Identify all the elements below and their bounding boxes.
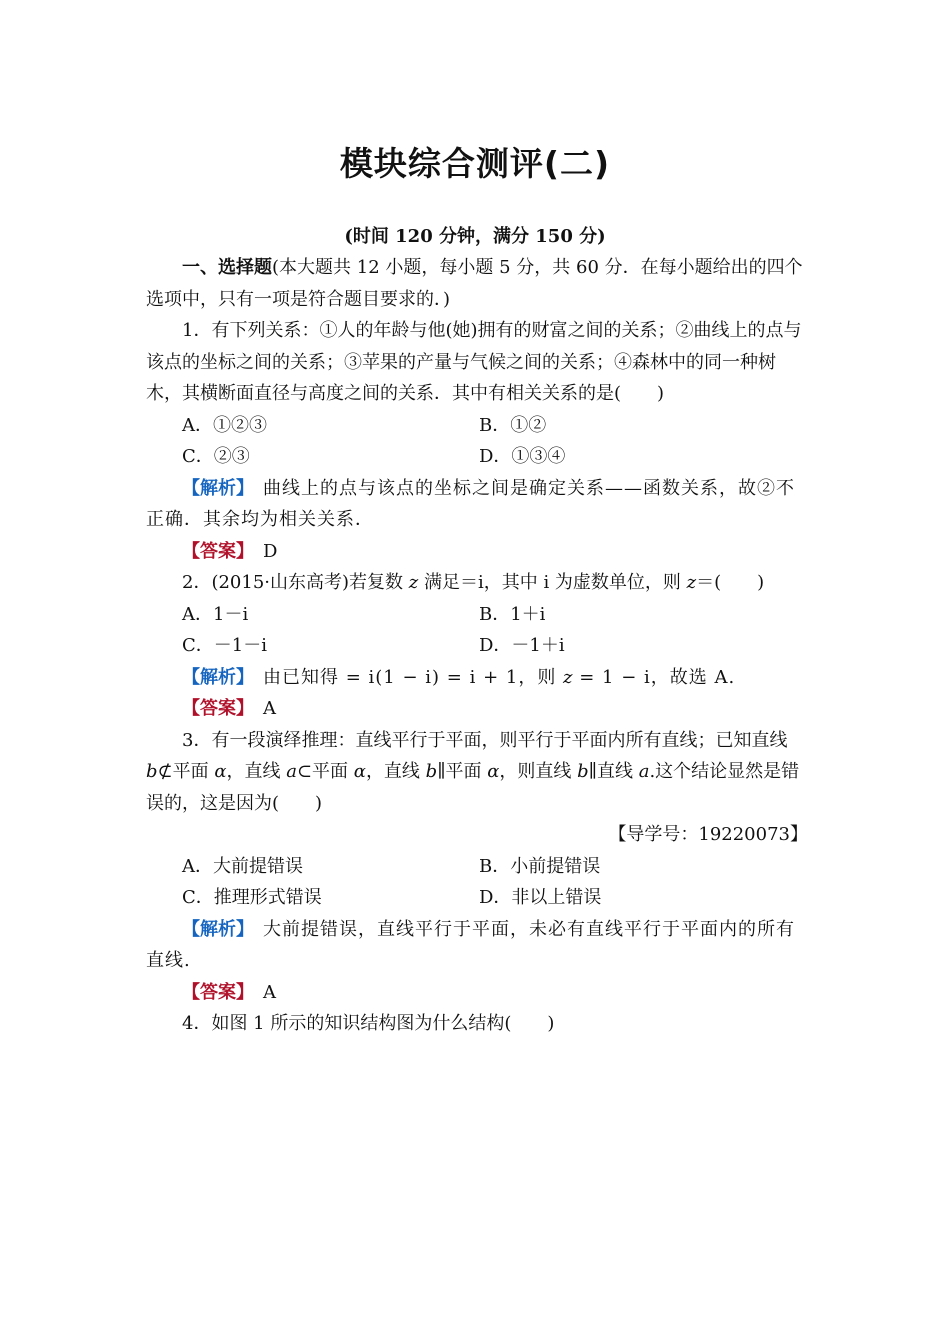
q3-var-b: b — [425, 761, 438, 782]
q1-option-b: B．①② — [479, 414, 547, 436]
analysis-label: 【解析】 — [182, 918, 245, 940]
question-1-stem: 1．有下列关系：①人的年龄与他(她)拥有的财富之间的关系；②曲线上的点与该点的坐标之间的关系；③苹果的产量与气候之间的关系；④森林中的同一种树木，其横断面直径与高度之间的关系．其中有相关关系的是( ) — [146, 320, 802, 404]
question-3-stem — [146, 725, 808, 820]
q3-stem-part: ，直线 — [365, 761, 426, 782]
q3-var-alpha: α — [487, 761, 500, 782]
question-3-options — [146, 851, 808, 883]
q3-var-b: b — [146, 761, 158, 782]
q3-stem-part: ，则直线 — [499, 761, 578, 782]
section-intro — [146, 252, 808, 315]
q3-analysis — [146, 914, 808, 977]
question-2-options-2 — [146, 630, 808, 662]
q3-stem-part: ⊂平面 — [296, 761, 354, 782]
q1-answer-value: D — [263, 540, 278, 562]
question-1-options — [146, 410, 808, 442]
q3-var-a: a — [286, 761, 297, 782]
question-2-options — [146, 599, 808, 631]
q3-option-d: D．非以上错误 — [479, 887, 602, 908]
q3-var-b: b — [577, 761, 589, 782]
question-2-stem — [146, 567, 808, 599]
q2-var-z: z — [686, 572, 697, 593]
q2-option-d: D．－1＋i — [479, 635, 565, 656]
q1-analysis — [146, 473, 808, 536]
q3-var-alpha: α — [214, 761, 227, 782]
q2-analysis — [146, 662, 808, 694]
question-1-options-2 — [146, 441, 808, 473]
q3-stem-part: ⊄平面 — [157, 761, 215, 782]
page-title: 模块综合测评(二) — [339, 144, 611, 183]
q2-stem-part: 满足＝i，其中 i 为虚数单位，则 — [418, 572, 687, 593]
q1-option-c: C．②③ — [182, 446, 250, 467]
q2-answer — [146, 693, 808, 725]
q3-option-a: A．大前提错误 — [182, 855, 303, 877]
q3-analysis-text: 大前提错误，直线平行于平面，未必有直线平行于平面内的所有直线. — [146, 918, 795, 971]
question-list — [146, 252, 808, 1040]
q2-var-z: z — [408, 572, 419, 593]
q3-stem-part: ∥直线 — [588, 761, 639, 782]
q3-option-b: B．小前提错误 — [479, 855, 601, 877]
q1-analysis-text: 曲线上的点与该点的坐标之间是确定关系——函数关系，故②不正确．其余均为相关关系． — [146, 477, 795, 530]
q2-var-z: z — [563, 666, 573, 688]
q2-analysis-text: 由已知得 = i(1 − i) = i + 1，则 — [263, 666, 564, 688]
q2-option-c: C．－1－i — [182, 635, 267, 656]
q2-number: 2．(2015· — [182, 572, 271, 593]
q3-var-alpha: α — [353, 761, 366, 782]
q3-stem-part: ，直线 — [226, 761, 287, 782]
guide-number: 【导学号：19220073】 — [608, 824, 808, 845]
answer-label: 【答案】 — [182, 981, 245, 1003]
q2-analysis-text: = 1 − i，故选 A. — [572, 666, 736, 688]
section-text: (本大题共 12 小题，每小题 5 分，共 60 分．在每小题给出的四个选项中，只有一项是符合题目要求的．) — [146, 257, 803, 310]
q1-answer — [146, 536, 808, 568]
q3-option-c: C．推理形式错误 — [182, 887, 322, 908]
q3-stem-part: .这个结论显然是错误的，这是因为( ) — [146, 761, 800, 814]
q2-option-b: B．1＋i — [479, 603, 546, 625]
answer-label: 【答案】 — [182, 698, 245, 719]
q2-stem-part: )若复数 — [342, 572, 409, 593]
exam-info: (时间 120 分钟，满分 150 分) — [344, 226, 606, 247]
q3-stem-part: ∥平面 — [437, 761, 488, 782]
q2-source: 山东高考 — [270, 572, 343, 593]
q2-answer-value: A — [263, 698, 276, 719]
q2-option-a: A．1－i — [182, 603, 249, 625]
q3-stem-part: 3．有一段演绎推理：直线平行于平面，则平行于平面内所有直线；已知直线 — [182, 729, 788, 751]
answer-label: 【答案】 — [182, 540, 245, 562]
q3-var-a: a — [638, 761, 650, 782]
question-4-stem: 4．如图 1 所示的知识结构图为什么结构( ) — [182, 1013, 555, 1034]
q2-stem-part: ＝( ) — [696, 572, 765, 593]
q3-answer — [146, 977, 808, 1009]
q1-option-a: A．①②③ — [182, 414, 267, 436]
section-heading: 一、选择题 — [182, 257, 272, 278]
analysis-label: 【解析】 — [182, 477, 245, 499]
question-3-options-2 — [146, 882, 808, 914]
analysis-label: 【解析】 — [182, 666, 245, 688]
q1-option-d: D．①③④ — [479, 446, 566, 467]
q3-answer-value: A — [263, 981, 276, 1003]
